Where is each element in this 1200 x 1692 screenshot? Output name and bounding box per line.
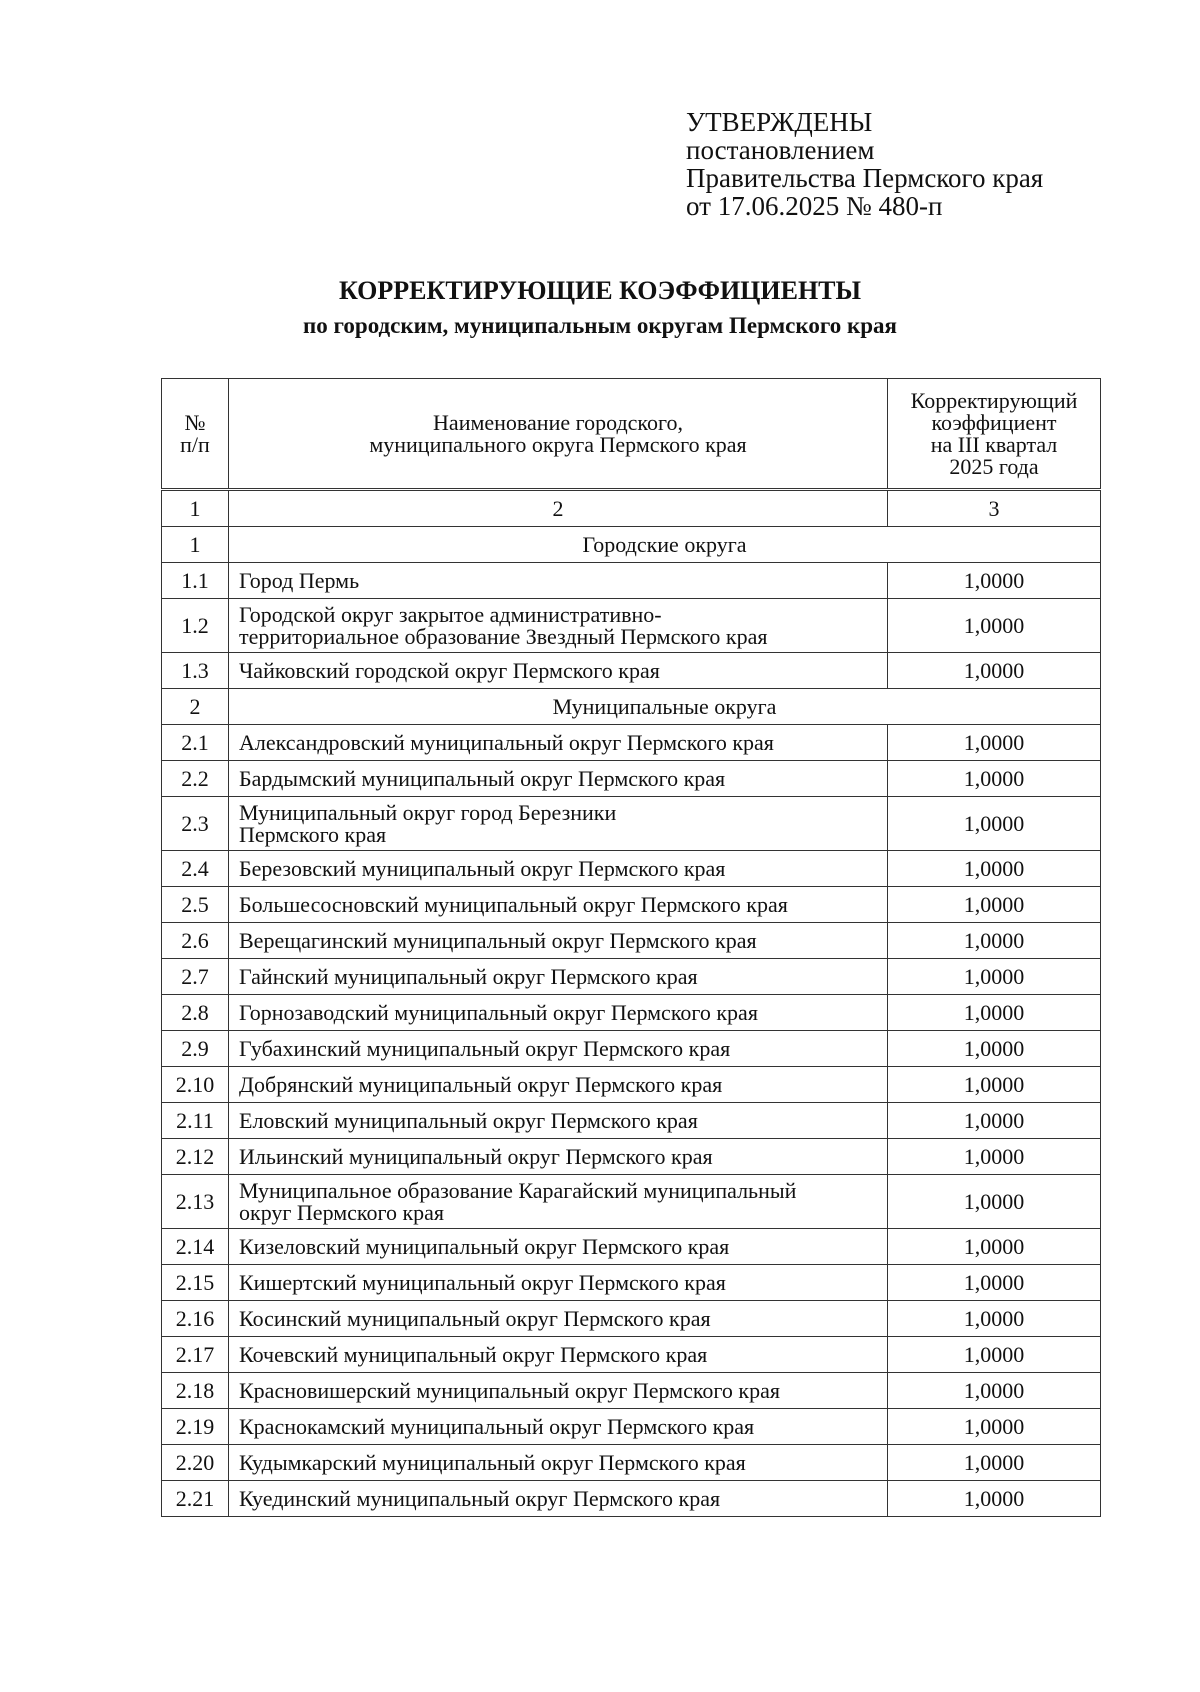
coefficient-value: 1,0000 xyxy=(888,1337,1101,1373)
coefficient-value: 1,0000 xyxy=(888,1229,1101,1265)
row-number: 2.7 xyxy=(162,959,229,995)
approval-line-decree: постановлением xyxy=(686,135,875,165)
coefficient-value: 1,0000 xyxy=(888,761,1101,797)
district-name xyxy=(229,599,888,653)
row-number: 1.3 xyxy=(162,653,229,689)
approval-line-date: от 17.06.2025 № 480-п xyxy=(686,191,943,221)
table-row xyxy=(162,923,1101,959)
coefficient-value: 1,0000 xyxy=(888,797,1101,851)
district-name: Ильинский муниципальный округ Пермского края xyxy=(229,1139,888,1175)
table-row xyxy=(162,887,1101,923)
approval-title: УТВЕРЖДЕНЫ xyxy=(686,107,873,137)
coefficient-value: 1,0000 xyxy=(888,851,1101,887)
table-body xyxy=(162,379,1101,1517)
district-name: Кишертский муниципальный округ Пермского края xyxy=(229,1265,888,1301)
header-num xyxy=(162,379,229,490)
section-row xyxy=(162,527,1101,563)
district-name: Кудымкарский муниципальный округ Пермского края xyxy=(229,1445,888,1481)
table-row xyxy=(162,1337,1101,1373)
district-name-line: округ Пермского края xyxy=(239,1199,445,1225)
district-name: Кизеловский муниципальный округ Пермского края xyxy=(229,1229,888,1265)
table-row xyxy=(162,1481,1101,1517)
row-number: 2.1 xyxy=(162,725,229,761)
row-number: 2.10 xyxy=(162,1067,229,1103)
coefficient-value: 1,0000 xyxy=(888,1445,1101,1481)
row-number: 2.5 xyxy=(162,887,229,923)
table-row xyxy=(162,563,1101,599)
row-number: 2.13 xyxy=(162,1175,229,1229)
row-number: 2.6 xyxy=(162,923,229,959)
district-name: Еловский муниципальный округ Пермского края xyxy=(229,1103,888,1139)
coefficient-value: 1,0000 xyxy=(888,1139,1101,1175)
header-coef-line: коэффициент xyxy=(931,409,1057,435)
row-number: 2.18 xyxy=(162,1373,229,1409)
header-coef-line: на III квартал xyxy=(930,431,1058,457)
table-row xyxy=(162,797,1101,851)
coefficient-value: 1,0000 xyxy=(888,1175,1101,1229)
header-num-line: № xyxy=(184,409,206,435)
header-num-line: п/п xyxy=(180,431,210,457)
header-coefficient xyxy=(888,379,1101,490)
section-title: Муниципальные округа xyxy=(229,689,1101,725)
approval-line-government: Правительства Пермского края xyxy=(686,163,1044,193)
district-name: Верещагинский муниципальный округ Пермского края xyxy=(229,923,888,959)
district-name: Губахинский муниципальный округ Пермского края xyxy=(229,1031,888,1067)
row-number: 1.1 xyxy=(162,563,229,599)
coefficient-value: 1,0000 xyxy=(888,653,1101,689)
coefficient-value: 1,0000 xyxy=(888,725,1101,761)
table-row xyxy=(162,995,1101,1031)
table-row xyxy=(162,725,1101,761)
document-subtitle: по городским, муниципальным округам Пермского края xyxy=(303,313,897,338)
table-row xyxy=(162,599,1101,653)
row-number: 2.19 xyxy=(162,1409,229,1445)
district-name: Куединский муниципальный округ Пермского края xyxy=(229,1481,888,1517)
column-index-cell: 3 xyxy=(888,490,1101,527)
header-name xyxy=(229,379,888,490)
district-name: Александровский муниципальный округ Пермского края xyxy=(229,725,888,761)
district-name: Березовский муниципальный округ Пермского края xyxy=(229,851,888,887)
section-title: Городские округа xyxy=(229,527,1101,563)
coefficient-value: 1,0000 xyxy=(888,1481,1101,1517)
district-name xyxy=(229,1175,888,1229)
section-number: 2 xyxy=(162,689,229,725)
header-coef-line: Корректирующий xyxy=(910,387,1078,413)
section-row xyxy=(162,689,1101,725)
district-name: Красновишерский муниципальный округ Пермского края xyxy=(229,1373,888,1409)
coefficient-value: 1,0000 xyxy=(888,599,1101,653)
table-row xyxy=(162,1409,1101,1445)
coefficient-value: 1,0000 xyxy=(888,887,1101,923)
document-title: КОРРЕКТИРУЮЩИЕ КОЭФФИЦИЕНТЫ xyxy=(338,276,862,305)
coefficient-value: 1,0000 xyxy=(888,1373,1101,1409)
coefficient-value: 1,0000 xyxy=(888,1103,1101,1139)
row-number: 2.15 xyxy=(162,1265,229,1301)
row-number: 1.2 xyxy=(162,599,229,653)
district-name: Косинский муниципальный округ Пермского края xyxy=(229,1301,888,1337)
table-row xyxy=(162,1175,1101,1229)
row-number: 2.8 xyxy=(162,995,229,1031)
row-number: 2.16 xyxy=(162,1301,229,1337)
table-row xyxy=(162,1301,1101,1337)
column-index-row xyxy=(162,490,1101,527)
row-number: 2.11 xyxy=(162,1103,229,1139)
district-name: Добрянский муниципальный округ Пермского края xyxy=(229,1067,888,1103)
district-name xyxy=(229,797,888,851)
district-name: Кочевский муниципальный округ Пермского края xyxy=(229,1337,888,1373)
district-name-line: Муниципальный округ город Березники xyxy=(239,799,617,825)
district-name: Краснокамский муниципальный округ Пермского края xyxy=(229,1409,888,1445)
table-row xyxy=(162,653,1101,689)
header-name-line: Наименование городского, xyxy=(433,409,683,435)
row-number: 2.17 xyxy=(162,1337,229,1373)
district-name: Горнозаводский муниципальный округ Пермского края xyxy=(229,995,888,1031)
district-name: Город Пермь xyxy=(229,563,888,599)
table-row xyxy=(162,1229,1101,1265)
district-name: Большесосновский муниципальный округ Пермского края xyxy=(229,887,888,923)
row-number: 2.2 xyxy=(162,761,229,797)
table-row xyxy=(162,851,1101,887)
district-name-line: Городской округ закрытое административно- xyxy=(239,601,662,627)
row-number: 2.12 xyxy=(162,1139,229,1175)
coefficient-value: 1,0000 xyxy=(888,1067,1101,1103)
district-name: Чайковский городской округ Пермского края xyxy=(229,653,888,689)
district-name-line: Муниципальное образование Карагайский муниципальный xyxy=(239,1177,797,1203)
approval-stamp xyxy=(686,108,1043,220)
coefficient-value: 1,0000 xyxy=(888,923,1101,959)
coefficient-value: 1,0000 xyxy=(888,959,1101,995)
table-row xyxy=(162,1139,1101,1175)
table-row xyxy=(162,1067,1101,1103)
section-number: 1 xyxy=(162,527,229,563)
district-name: Бардымский муниципальный округ Пермского края xyxy=(229,761,888,797)
coefficient-value: 1,0000 xyxy=(888,1265,1101,1301)
table-row xyxy=(162,959,1101,995)
row-number: 2.4 xyxy=(162,851,229,887)
column-index-cell: 1 xyxy=(162,490,229,527)
table-row xyxy=(162,1103,1101,1139)
table-row xyxy=(162,1445,1101,1481)
table-row xyxy=(162,1265,1101,1301)
coefficient-value: 1,0000 xyxy=(888,995,1101,1031)
row-number: 2.3 xyxy=(162,797,229,851)
header-coef-line: 2025 года xyxy=(949,453,1039,479)
coefficient-value: 1,0000 xyxy=(888,1031,1101,1067)
table-row xyxy=(162,1373,1101,1409)
row-number: 2.21 xyxy=(162,1481,229,1517)
row-number: 2.20 xyxy=(162,1445,229,1481)
coefficient-value: 1,0000 xyxy=(888,1301,1101,1337)
district-name-line: Пермского края xyxy=(239,821,387,847)
table-row xyxy=(162,1031,1101,1067)
coefficients-table xyxy=(161,378,1101,1517)
table-header-row xyxy=(162,379,1101,490)
row-number: 2.9 xyxy=(162,1031,229,1067)
district-name: Гайнский муниципальный округ Пермского края xyxy=(229,959,888,995)
table-row xyxy=(162,761,1101,797)
row-number: 2.14 xyxy=(162,1229,229,1265)
district-name-line: территориальное образование Звездный Пермского края xyxy=(239,623,768,649)
column-index-cell: 2 xyxy=(229,490,888,527)
header-name-line: муниципального округа Пермского края xyxy=(369,431,747,457)
coefficient-value: 1,0000 xyxy=(888,563,1101,599)
coefficient-value: 1,0000 xyxy=(888,1409,1101,1445)
